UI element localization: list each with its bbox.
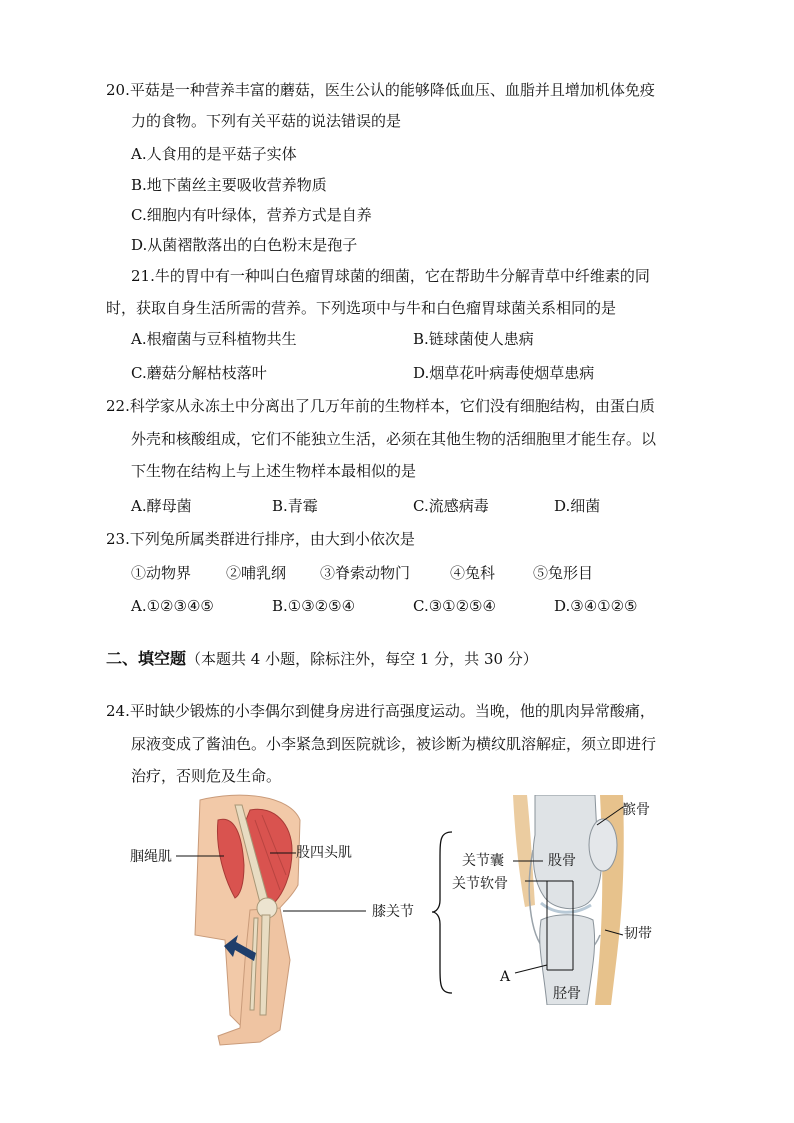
q23-stem-line1: 23.下列兔所属类群进行排序，由大到小依次是	[106, 530, 415, 548]
label-articular-cartilage: 关节软骨	[452, 876, 508, 892]
section-title: 二、填空题	[106, 649, 187, 668]
label-knee-joint: 膝关节	[372, 904, 414, 920]
q20-option-a: A.人食用的是平菇子实体	[131, 145, 297, 163]
q21-stem-line1: 21.牛的胃中有一种叫白色瘤胃球菌的细菌，它在帮助牛分解青草中纤维素的同	[131, 267, 650, 285]
q21-option-b: B.链球菌使人患病	[413, 330, 534, 348]
label-ligament: 韧带	[624, 926, 652, 942]
q20-option-d: D.从菌褶散落出的白色粉末是孢子	[131, 236, 358, 254]
q23-option-b: B.①③②⑤④	[272, 597, 356, 615]
q23-item-3: ③脊索动物门	[320, 564, 411, 582]
q20-stem-line2: 力的食物。下列有关平菇的说法错误的是	[131, 112, 402, 130]
q23-option-a: A.①②③④⑤	[131, 597, 214, 615]
q20-option-c: C.细胞内有叶绿体，营养方式是自养	[131, 206, 372, 224]
quadriceps-leader-line	[270, 848, 298, 858]
q21-option-c: C.蘑菇分解枯枝落叶	[131, 364, 267, 382]
label-femur: 股骨	[548, 853, 576, 869]
q23-option-c: C.③①②⑤④	[413, 597, 496, 615]
section-heading	[106, 649, 538, 669]
q22-option-c: C.流感病毒	[413, 497, 489, 515]
q20-stem-line1: 20.平菇是一种营养丰富的蘑菇，医生公认的能够降低血压、血脂并且增加机体免疫	[106, 81, 655, 99]
q22-option-a: A.酵母菌	[131, 497, 192, 515]
q21-stem-line2: 时，获取自身生活所需的营养。下列选项中与牛和白色瘤胃球菌关系相同的是	[106, 299, 617, 317]
hamstring-leader-line	[176, 850, 226, 862]
q23-item-4: ④兔科	[450, 564, 496, 582]
section-note: （本题共 4 小题，除标注外，每空 1 分，共 30 分）	[186, 650, 538, 668]
q22-option-d: D.细菌	[554, 497, 601, 515]
brace-bracket	[430, 830, 455, 995]
knee-joint-diagram	[505, 795, 640, 1005]
knee-leader-line	[283, 906, 368, 916]
q23-option-d: D.③④①②⑤	[554, 597, 638, 615]
label-quadriceps: 股四头肌	[296, 845, 352, 861]
q24-stem-line3: 治疗，否则危及生命。	[131, 767, 282, 785]
label-tibia: 胫骨	[553, 986, 581, 1002]
q23-item-5: ⑤兔形目	[533, 564, 594, 582]
q22-stem-line1: 22.科学家从永冻土中分离出了几万年前的生物样本，它们没有细胞结构，由蛋白质	[106, 397, 655, 415]
q24-stem-line2: 尿液变成了酱油色。小李紧急到医院就诊，被诊断为横纹肌溶解症，须立即进行	[131, 735, 657, 753]
label-patella: 髌骨	[622, 802, 650, 818]
q21-option-d: D.烟草花叶病毒使烟草患病	[413, 364, 595, 382]
leg-illustration	[180, 790, 320, 1050]
q22-stem-line3: 下生物在结构上与上述生物样本最相似的是	[131, 462, 417, 480]
q23-item-2: ②哺乳纲	[226, 564, 287, 582]
q20-option-b: B.地下菌丝主要吸收营养物质	[131, 176, 327, 194]
label-a: A	[500, 969, 511, 985]
q22-stem-line2: 外壳和核酸组成，它们不能独立生活，必须在其他生物的活细胞里才能生存。以	[131, 430, 657, 448]
q22-option-b: B.青霉	[272, 497, 318, 515]
q21-option-a: A.根瘤菌与豆科植物共生	[131, 330, 297, 348]
q24-stem-line1: 24.平时缺少锻炼的小李偶尔到健身房进行高强度运动。当晚，他的肌肉异常酸痛，	[106, 702, 655, 720]
label-joint-capsule: 关节囊	[462, 853, 504, 869]
label-hamstring: 腘绳肌	[130, 849, 172, 865]
q23-item-1: ①动物界	[131, 564, 192, 582]
